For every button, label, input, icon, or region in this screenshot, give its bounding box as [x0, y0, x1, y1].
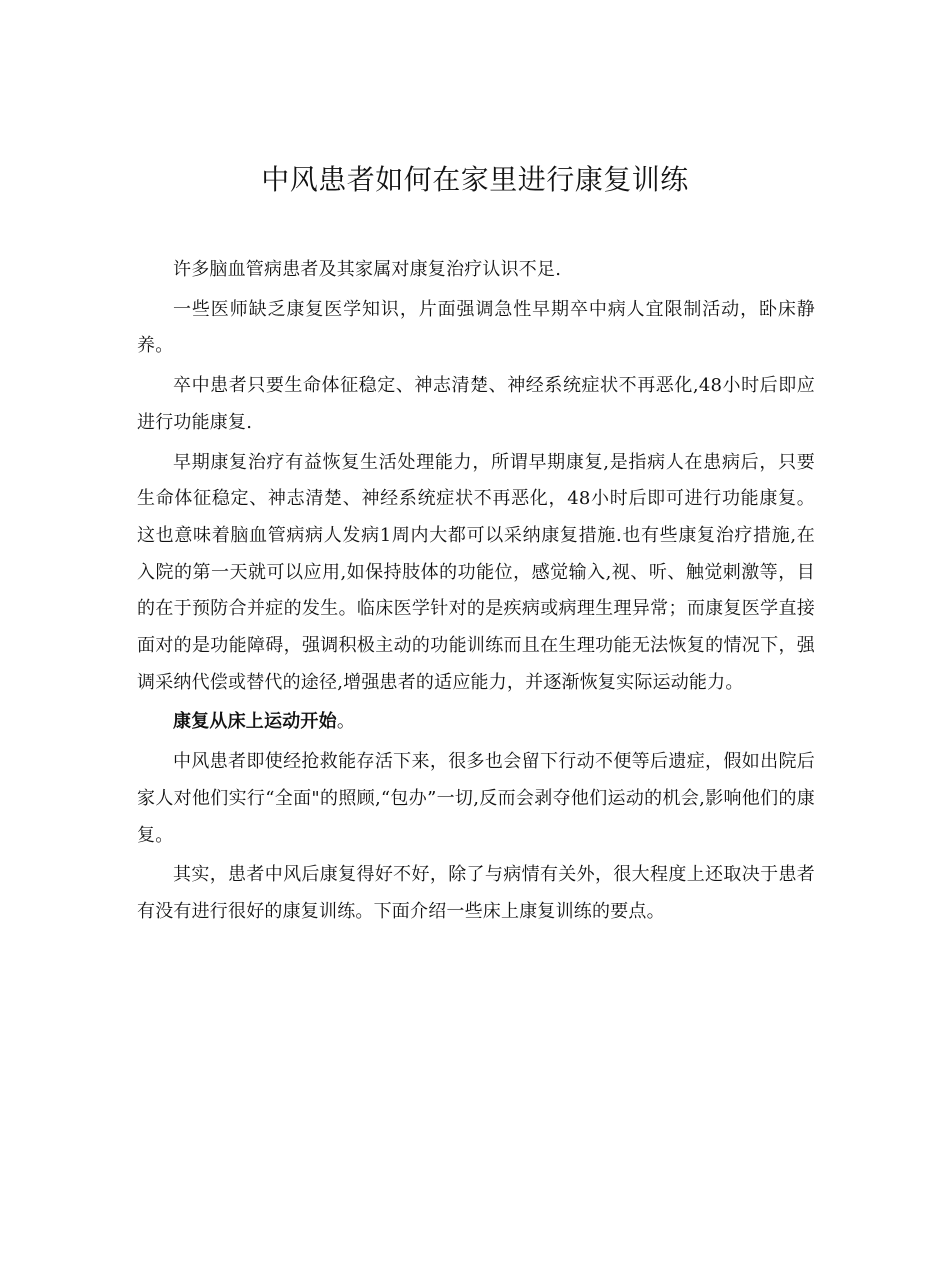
- section-heading-period: 。: [336, 711, 356, 733]
- paragraph-6: 其实，患者中风后康复得好不好，除了与病情有关外，很大程度上还取决于患者有没有进行很好的康复训练。下面介绍一些床上康复训练的要点。: [137, 864, 815, 922]
- document-body: [137, 252, 815, 934]
- paragraph-5: 中风患者即使经抢救能存活下来，很多也会留下行动不便等后遗症，假如出院后家人对他们实行“全面"的照顾,“包办”一切,反而会剥夺他们运动的机会,影响他们的康复。: [137, 751, 815, 846]
- paragraph-2: 一些医师缺乏康复医学知识，片面强调急性早期卒中病人宜限制活动，卧床静养。: [137, 298, 815, 357]
- document-title: 中风患者如何在家里进行康复训练: [261, 163, 689, 196]
- paragraph-3: 卒中患者只要生命体征稳定、神志清楚、神经系统症状不再恶化,48小时后即应进行功能康复.: [137, 375, 815, 433]
- section-heading: [137, 704, 815, 741]
- paragraph-1: 许多脑血管病患者及其家属对康复治疗认识不足.: [173, 259, 562, 280]
- paragraph-4: 早期康复治疗有益恢复生活处理能力，所谓早期康复,是指病人在患病后，只要生命体征稳定、神志清楚、神经系统症状不再恶化，48小时后即可进行功能康复。这也意味着脑血管病病人发病1周内大都可以采纳康复措施.也有些康复治疗措施,在入院的第一天就可以应用,如保持肢体的功能位，感觉输入,视、听、触觉刺激等，目的在于预防合并症的发生。临床医学针对的是疾病或病理生理异常；而康复医学直接面对的是功能障碍，强调积极主动的功能训练而且在生理功能无法恢复的情况下，强调采纳代偿或替代的途径,增强患者的适应能力，并逐渐恢复实际运动能力。: [137, 451, 815, 693]
- section-heading-text: 康复从床上运动开始: [173, 711, 337, 733]
